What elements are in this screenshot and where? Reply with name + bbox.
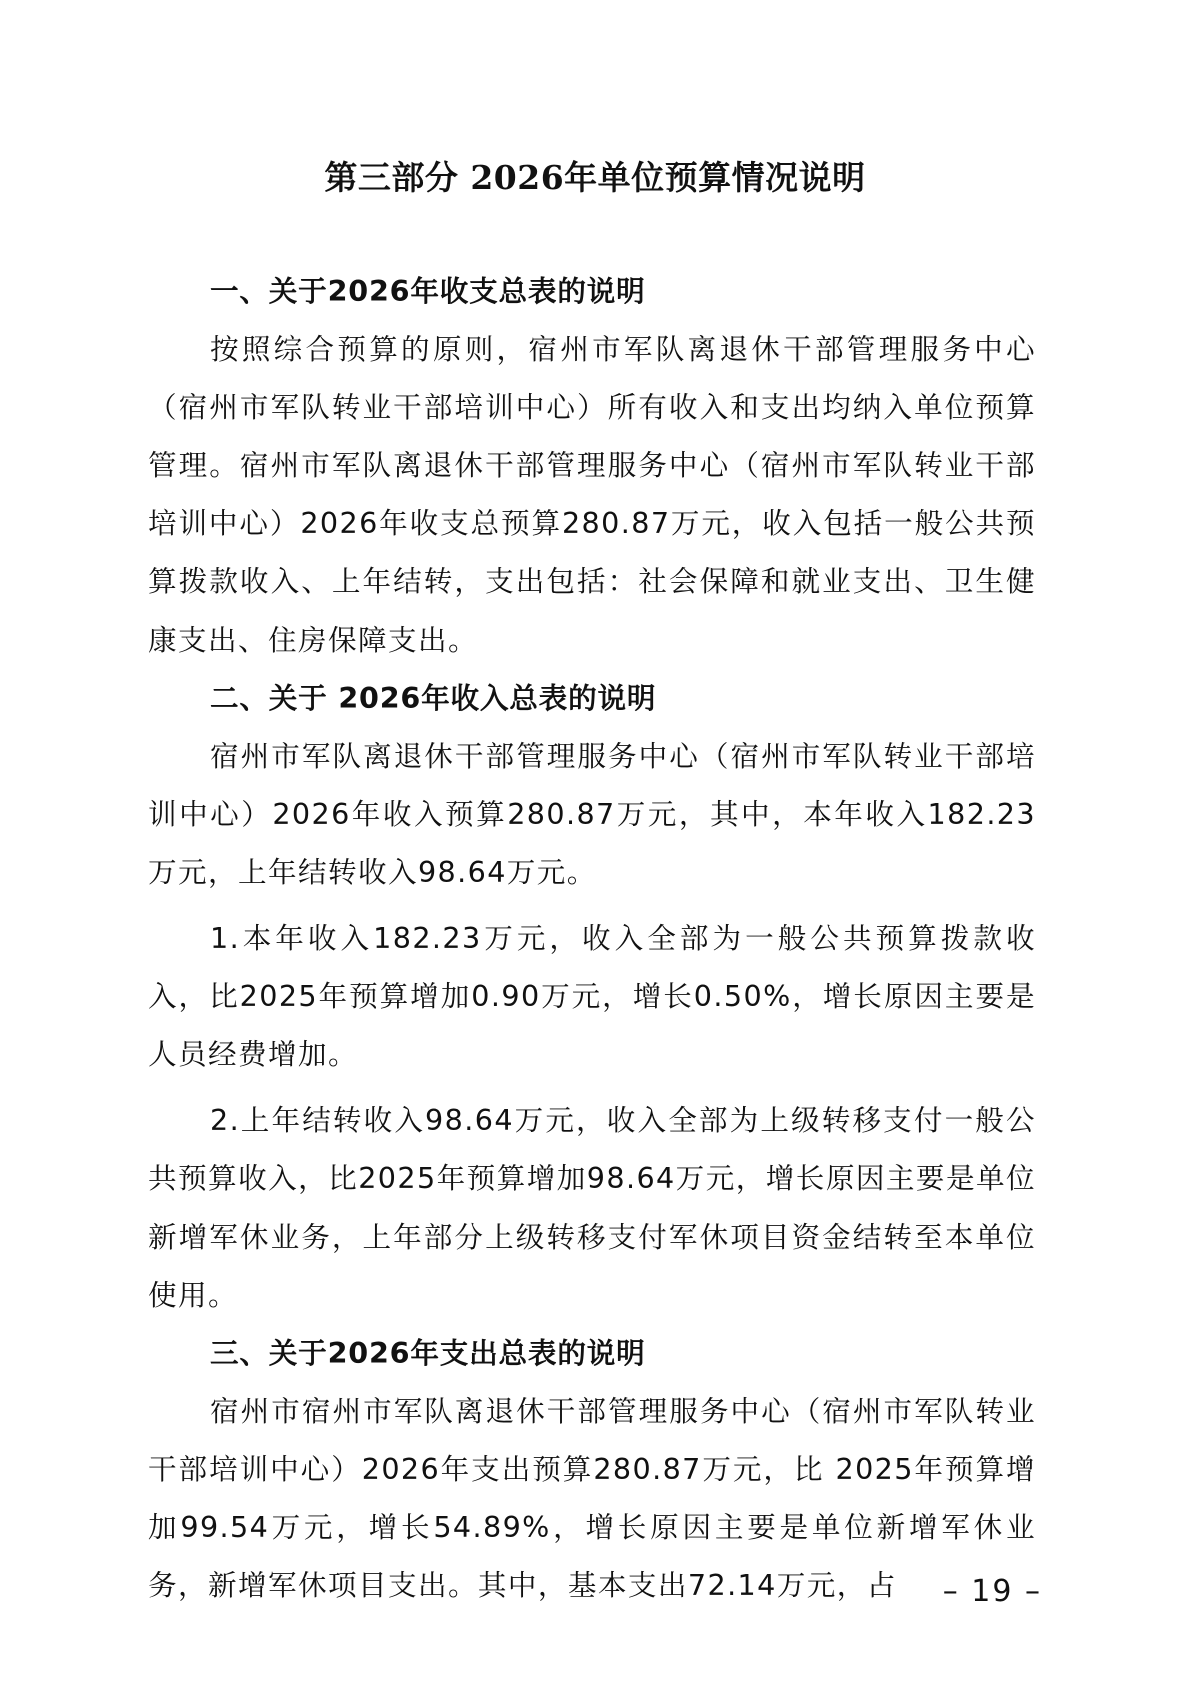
section-2-paragraph-2: 1.本年收入182.23万元，收入全部为一般公共预算拨款收入，比2025年预算增加0.90万元，增长0.50%，增长原因主要是人员经费增加。 (148, 921, 1036, 1072)
page-number (943, 1572, 1042, 1612)
section-heading-2: 二、关于 2026年收入总表的说明 (210, 680, 657, 715)
page-number-dash-right: – (1013, 1574, 1042, 1609)
section-heading-1: 一、关于2026年收支总表的说明 (210, 274, 646, 308)
section-2-paragraph-3: 2.上年结转收入98.64万元，收入全部为上级转移支付一般公共预算收入，比2025年预算增加98.64万元，增长原因主要是单位新增军休业务，上年部分上级转移支付军休项目资金结转至本单位使用。 (148, 1103, 1036, 1312)
section-3-paragraph-1: 宿州市宿州市军队离退休干部管理服务中心（宿州市军队转业干部培训中心）2026年支出预算280.87万元，比 2025年预算增加99.54万元，增长54.89%，增长原因主要是单位新增军休业务，新增军休项目支出。其中，基本支出72.14万元，占 (148, 1393, 1036, 1603)
page-number-value: 19 (971, 1574, 1014, 1609)
section-2-paragraph-1: 宿州市军队离退休干部管理服务中心（宿州市军队转业干部培训中心）2026年收入预算280.87万元，其中，本年收入182.23万元，上年结转收入98.64万元。 (148, 738, 1036, 889)
section-1-paragraph-1: 按照综合预算的原则，宿州市军队离退休干部管理服务中心（宿州市军队转业干部培训中心）所有收入和支出均纳入单位预算管理。宿州市军队离退休干部管理服务中心（宿州市军队转业干部培训中心）2026年收支总预算280.87万元，收入包括一般公共预算拨款收入、上年结转，支出包括：社会保障和就业支出、卫生健康支出、住房保障支出。 (148, 332, 1036, 657)
page-number-dash-left: – (942, 1574, 972, 1609)
page-title: 第三部分 2026年单位预算情况说明 (324, 158, 866, 197)
section-heading-3: 三、关于2026年支出总表的说明 (210, 1335, 646, 1370)
document-body (148, 262, 1036, 1614)
